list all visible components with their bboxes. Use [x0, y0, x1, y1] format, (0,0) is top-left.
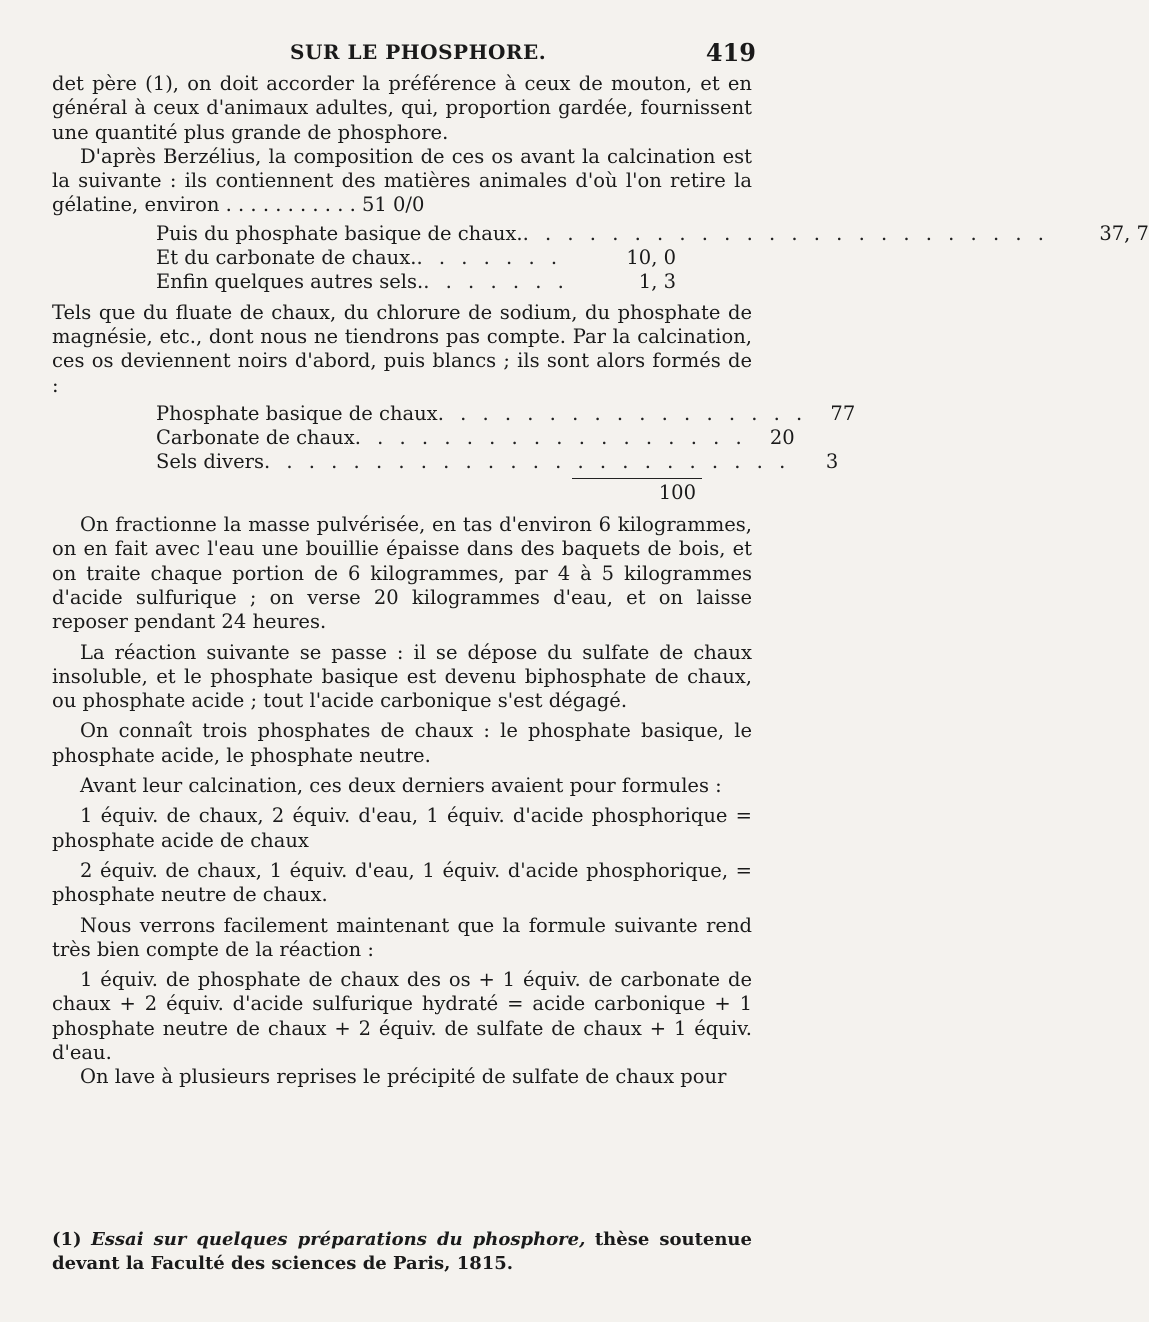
composition-label: Enfin quelques autres sels. [156, 270, 424, 294]
paragraph-4: On fractionne la masse pulvérisée, en tas d'environ 6 kilogrammes, on en fait avec l'eau une bouillie épaisse dans des baquets de bois, et on traite chaque portion de 6 kilogrammes, par 4 à 5 kilogrammes d'acide sulfurique ; on verse 20 kilogrammes d'eau, et on laisse reposer pendant 24 heures. [52, 513, 752, 634]
footnote-marker: (1) [52, 1229, 82, 1250]
composition-value: 10, 0 [626, 246, 676, 270]
footnote [52, 1228, 752, 1276]
paragraph-2: D'après Berzélius, la composition de ces os avant la calcination est la suivante : ils contiennent des matières animales d'où l'on retire la gélatine, environ . . . . . . . . . . . 51 0/0 [52, 144, 752, 217]
composition-value: 3 [825, 450, 839, 474]
paragraph-1: det père (1), on doit accorder la préférence à ceux de mouton, et en général à ceux d'animaux adultes, qui, proportion gardée, fournissent une quantité plus grande de phosphore. [52, 72, 752, 144]
leader-dots: . . . . . . . . . . . . . . . . . . . . . . . . [263, 450, 791, 474]
paragraph-7: Avant leur calcination, ces deux derniers avaient pour formules : [80, 774, 722, 798]
composition-label: Puis du phosphate basique de chaux. [156, 221, 523, 245]
formula-acid-phosphate: 1 équiv. de chaux, 2 équiv. d'eau, 1 équiv. d'acide phosphorique = phosphate acide de chaux [52, 804, 752, 852]
composition-total: 100 [658, 480, 696, 504]
composition-row [156, 270, 676, 294]
composition-value: 20 [769, 426, 795, 450]
body-text [52, 72, 1149, 1090]
paragraph-6: On connaît trois phosphates de chaux : le phosphate basique, le phosphate acide, le phosphate neutre. [52, 719, 752, 767]
page-number: 419 [705, 38, 756, 67]
footnote-text: thèse soutenue devant la Faculté des sciences de Paris, 1815. [52, 1229, 752, 1274]
leader-dots: . . . . . . . [416, 246, 563, 270]
running-head: SUR LE PHOSPHORE. [290, 40, 547, 64]
composition-value: 37, 7 [1099, 221, 1149, 245]
formula-neutral-phosphate: 2 équiv. de chaux, 1 équiv. d'eau, 1 équiv. d'acide phosphorique, = phosphate neutre de chaux. [52, 858, 752, 907]
paragraph-5: La réaction suivante se passe : il se dépose du sulfate de chaux insoluble, et le phosphate basique est devenu biphosphate de chaux, ou phosphate acide ; tout l'acide carbonique s'est dégagé. [52, 640, 752, 713]
leader-dots: . . . . . . . [423, 270, 569, 294]
composition-row [156, 246, 676, 270]
footnote-title: Essai sur quelques préparations du phosphore, [91, 1229, 586, 1250]
leader-dots: . . . . . . . . . . . . . . . . . . [354, 426, 747, 450]
composition-table-before [156, 221, 1149, 295]
composition-row [156, 450, 839, 474]
reaction-formula: 1 équiv. de phosphate de chaux des os + 1 équiv. de carbonate de chaux + 2 équiv. d'acide sulfurique hydraté = acide carbonique + 1 phosphate neutre de chaux + 2 équiv. de sulfate de chaux + 1 équiv. d'eau. [52, 968, 752, 1064]
paragraph-12: On lave à plusieurs reprises le précipité de sulfate de chaux pour [80, 1065, 727, 1089]
composition-table-after [156, 401, 856, 475]
composition-row [156, 221, 1149, 246]
composition-label: Carbonate de chaux [156, 426, 355, 450]
paragraph-10: Nous verrons facilement maintenant que la formule suivante rend très bien compte de la réaction : [52, 913, 752, 961]
composition-row [156, 401, 856, 426]
composition-value: 77 [830, 401, 856, 425]
composition-label: Sels divers [156, 450, 264, 474]
paragraph-3: Tels que du fluate de chaux, du chlorure de sodium, du phosphate de magnésie, etc., dont nous ne tiendrons pas compte. Par la calcination, ces os deviennent noirs d'abord, puis blancs ; ils sont alors formés de : [52, 300, 752, 397]
leader-dots: . . . . . . . . . . . . . . . . . . . . . . . . [522, 221, 1049, 245]
leader-dots: . . . . . . . . . . . . . . . . . [437, 401, 808, 425]
composition-label: Et du carbonate de chaux. [156, 246, 417, 270]
composition-value: 1, 3 [638, 270, 676, 294]
sum-rule [572, 478, 702, 479]
composition-row [156, 426, 795, 450]
composition-label: Phosphate basique de chaux [156, 401, 438, 425]
